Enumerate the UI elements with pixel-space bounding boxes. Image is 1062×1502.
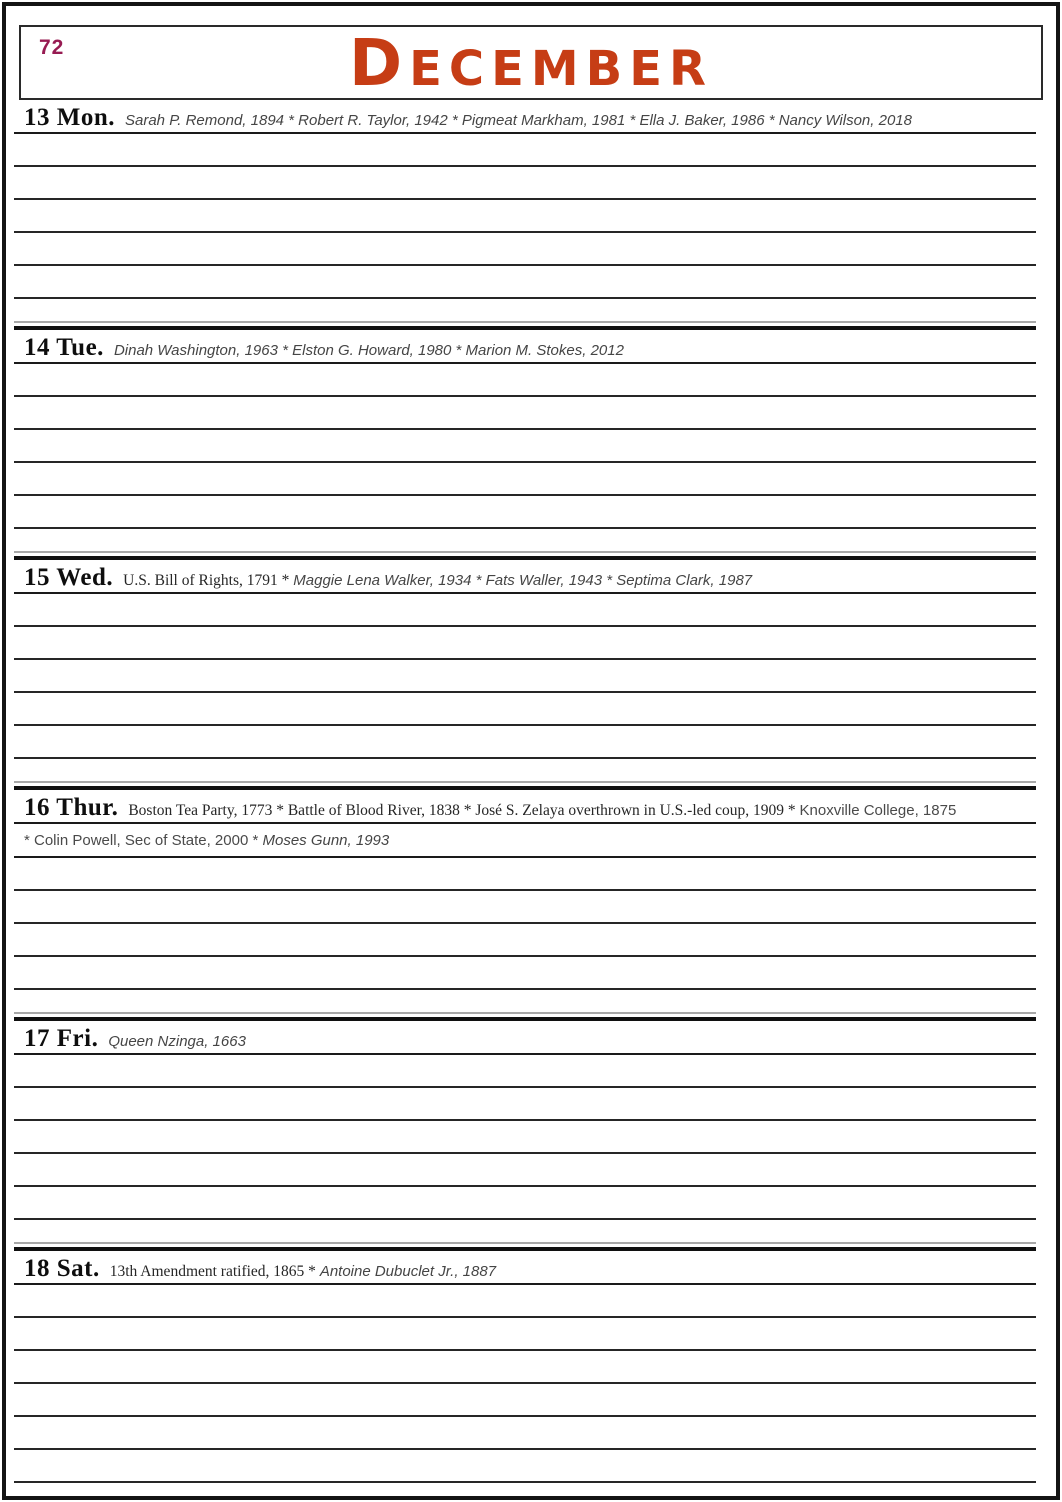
day-section-17 xyxy=(14,1021,1036,1242)
ruled-line xyxy=(14,924,1036,957)
ruled-line xyxy=(14,1351,1036,1384)
ruled-line xyxy=(14,957,1036,990)
page-number: 72 xyxy=(39,36,65,59)
event-segment: Moses Gunn, 1993 xyxy=(262,832,390,849)
ruled-line xyxy=(14,660,1036,693)
calendar-body xyxy=(6,100,1056,1483)
ruled-line xyxy=(14,1285,1036,1318)
day-section-18 xyxy=(14,1251,1036,1483)
day-header xyxy=(14,1251,1036,1285)
ruled-line xyxy=(14,1187,1036,1220)
ruled-line xyxy=(14,167,1036,200)
day-header xyxy=(14,330,1036,364)
event-segment: Antoine Dubuclet Jr., 1887 xyxy=(319,1263,497,1280)
ruled-line xyxy=(14,726,1036,759)
section-divider xyxy=(14,321,1036,330)
day-label: 14 Tue. xyxy=(24,334,104,361)
ruled-line xyxy=(14,858,1036,891)
event-segment: Maggie Lena Walker, 1934 * Fats Waller, 1943 * Septima Clark, 1987 xyxy=(293,572,753,589)
ruled-line xyxy=(14,1417,1036,1450)
event-segment: Boston Tea Party, 1773 * Battle of Blood River, 1838 * José S. Zelaya overthrown in U.S.-led coup, 1909 * xyxy=(128,802,800,819)
ruled-line xyxy=(14,1318,1036,1351)
ruled-line xyxy=(14,1088,1036,1121)
ruled-line xyxy=(14,594,1036,627)
day-header xyxy=(14,100,1036,134)
ruled-line xyxy=(14,496,1036,529)
day-section-15 xyxy=(14,560,1036,781)
event-segment: Sarah P. Remond, 1894 * Robert R. Taylor, 1942 * Pigmeat Markham, 1981 * Ella J. Baker, 1986 * Nancy Wilson, 2018 xyxy=(125,112,912,129)
day-label: 16 Thur. xyxy=(24,794,119,821)
day-header xyxy=(14,1021,1036,1055)
ruled-line xyxy=(14,1384,1036,1417)
day-section-14 xyxy=(14,330,1036,551)
ruled-line xyxy=(14,1121,1036,1154)
ruled-line xyxy=(14,1055,1036,1088)
day-label: 15 Wed. xyxy=(24,564,114,591)
day-header xyxy=(14,790,1036,824)
ruled-line xyxy=(14,397,1036,430)
ruled-line xyxy=(14,627,1036,660)
event-segment: * Colin Powell, Sec of State, 2000 * xyxy=(24,832,263,849)
spacer xyxy=(14,529,1036,551)
ruled-line xyxy=(14,134,1036,167)
event-segment: U.S. Bill of Rights, 1791 * xyxy=(123,572,294,589)
day-label: 17 Fri. xyxy=(24,1025,99,1052)
ruled-line xyxy=(14,200,1036,233)
event-segment: Knoxville College, 1875 xyxy=(799,802,957,819)
planner-page xyxy=(2,2,1060,1500)
event-segment: Queen Nzinga, 1663 xyxy=(108,1033,246,1050)
section-divider xyxy=(14,781,1036,790)
ruled-line xyxy=(14,463,1036,496)
ruled-line xyxy=(14,233,1036,266)
month-title: DECEMBER xyxy=(348,27,714,101)
ruled-line xyxy=(14,266,1036,299)
event-segment: Dinah Washington, 1963 * Elston G. Howard, 1980 * Marion M. Stokes, 2012 xyxy=(113,342,624,359)
ruled-line xyxy=(14,364,1036,397)
day-section-16 xyxy=(14,790,1036,1012)
spacer xyxy=(14,990,1036,1012)
section-divider xyxy=(14,551,1036,560)
event-segment: 13th Amendment ratified, 1865 * xyxy=(109,1263,320,1280)
section-divider xyxy=(14,1012,1036,1021)
spacer xyxy=(14,299,1036,321)
day-label: 18 Sat. xyxy=(24,1255,100,1282)
day-header xyxy=(14,560,1036,594)
day-section-13 xyxy=(14,100,1036,321)
ruled-line xyxy=(14,891,1036,924)
ruled-line xyxy=(14,693,1036,726)
calendar-header xyxy=(19,25,1043,100)
spacer xyxy=(14,759,1036,781)
ruled-line xyxy=(14,1450,1036,1483)
ruled-line xyxy=(14,1154,1036,1187)
spacer xyxy=(14,1220,1036,1242)
day-header-continued xyxy=(14,824,1036,858)
ruled-line xyxy=(14,430,1036,463)
section-divider xyxy=(14,1242,1036,1251)
day-label: 13 Mon. xyxy=(24,104,115,131)
